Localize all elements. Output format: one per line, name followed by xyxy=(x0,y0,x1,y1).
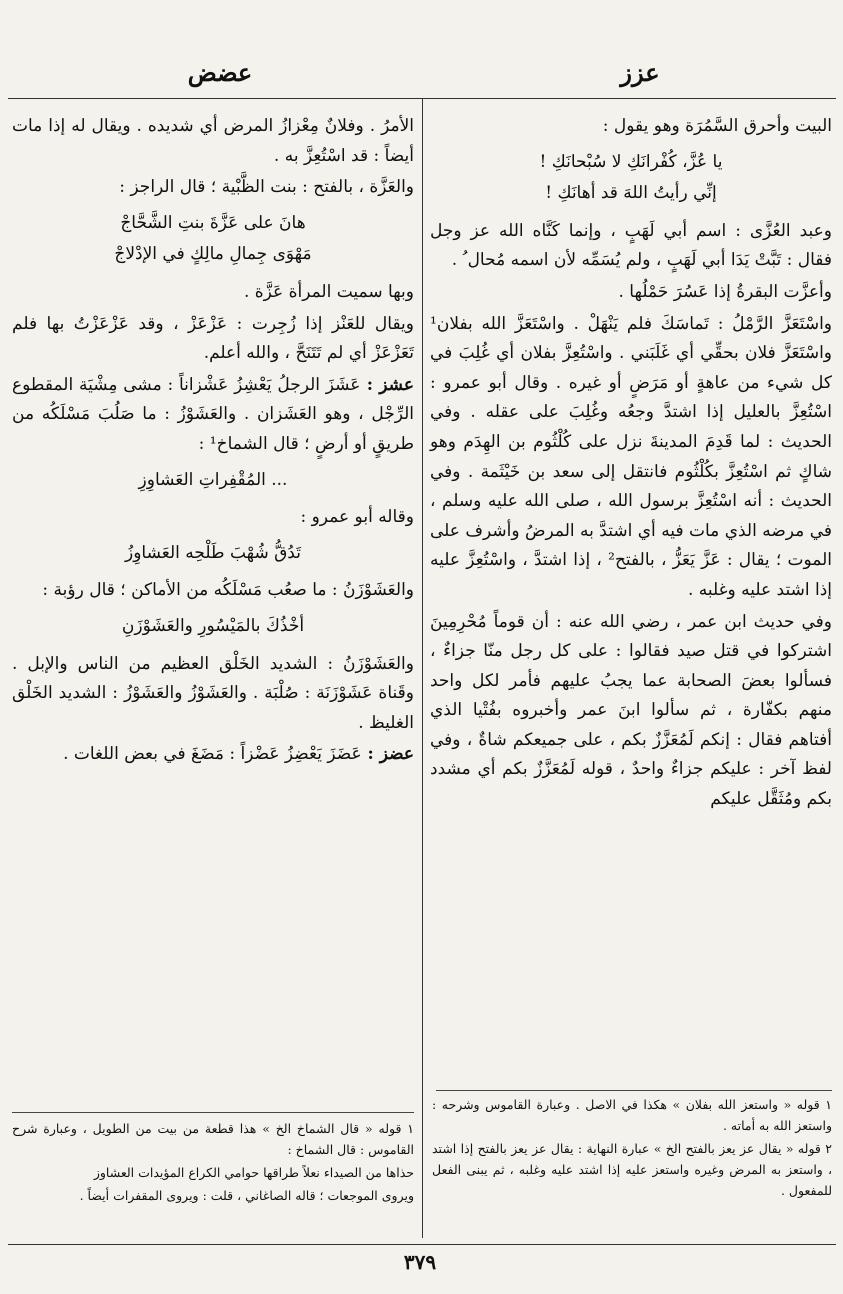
verse-line: إنِّي رأيتُ اللهَ قد أهانَكِ ! xyxy=(545,183,717,204)
verse-line: هانَ على عَزَّةَ بنتِ الشَّحَّاجْ xyxy=(120,212,306,233)
paragraph: وفي حديث ابن عمر ، رضي الله عنه : أن قوماً مُحْرِمِينَ اشتركوا في قتل صيد فقالوا : على كل رجل منّا جزاءٌ ، فسألوا بعضَ الصحابة عما يجبُ عليهم فأمر لكل واحد منهم بكفّارة ، ثم سألوا ابنَ عمر وأخبروه بفُتْيا الذي أفتاهم فقال : إنكم لَمُعَزَّزٌ بكم ، على جميعكم شاةٌ ، وفي لفظ آخر : عليكم جزاءٌ واحدٌ ، قوله لَمُعَزَّزٌ بكم أي مشدد بكم ومُثَقَّل عليكم xyxy=(430,611,832,810)
entry-text: عَشَزَ الرجلُ يَعْشِزُ عَشْزاناً : مشى مِشْيَة المقطوع الرِّجْل ، وهو العَشَزان . والعَشَوْزُ : ما صَلُبَ مَسْلَكُه من طريقٍ أو أرضٍ ؛ قال الشماخ¹ : xyxy=(12,374,414,454)
paragraph: البيت وأحرق السَّمُرَة وهو يقول : xyxy=(602,116,832,136)
entry-headword: عضز : xyxy=(361,744,414,765)
entry-paragraph xyxy=(12,740,414,770)
entry-paragraph xyxy=(12,371,414,460)
paragraph: وأعزَّت البقرةُ إذا عَسُرَ حَمْلُها . xyxy=(618,281,832,302)
footnote: ويروى الموجعات ؛ قاله الصاغاني ، قلت : ويروى المقفرات أيضاً . xyxy=(79,1188,414,1203)
bottom-rule xyxy=(8,1244,836,1245)
verse-line: ... المُقْفِراتِ العَشاوِزِ xyxy=(138,469,288,490)
paragraph: والعَشَوْزَنُ : ما صعُب مَسْلَكُه من الأماكن ؛ قال رؤبة : xyxy=(42,580,414,601)
verse-block xyxy=(12,209,414,270)
paragraph: والعَزَّة ، بالفتح : بنت الظَّبْية ؛ قال الراجز : xyxy=(119,177,414,198)
header-root-left: عضض xyxy=(187,58,253,87)
page-number: ٣٧٩ xyxy=(403,1250,437,1274)
column-separator xyxy=(422,98,423,1238)
footnote: ٢ قوله « يقال عز يعز بالفتح الخ » عبارة النهاية : يقال عز يعز بالفتح إذا اشتد ، واستعز به المرض وغيره واستعز عليه إذا اشتد عليه وغلبه ، ثم يبنى الفعل للمفعول . xyxy=(432,1141,832,1198)
footnotes-left xyxy=(12,1118,414,1208)
verse-line: يا عُزَّ، كُفْرانَكِ لا سُبْحانَكِ ! xyxy=(539,151,723,172)
verse-line: أخْذُكَ بالمَيْسُورِ والعَشَوْزَنِ xyxy=(121,615,305,636)
verse-line: مَهْوَى جِمالِ مالِكٍ في الإدْلاجْ xyxy=(114,244,312,265)
verse-block xyxy=(12,466,414,496)
entry-headword: عشز : xyxy=(360,374,414,395)
verse-block xyxy=(12,539,414,569)
footnote-rule-right xyxy=(436,1090,832,1091)
footnote-rule-left xyxy=(12,1112,414,1113)
header-root-right: عزز xyxy=(620,58,660,87)
footnote: ١ قوله « قال الشماخ الخ » هذا قطعة من بيت من الطويل ، وعبارة شرح القاموس : قال الشماخ : xyxy=(12,1121,414,1157)
verse-block xyxy=(430,148,832,209)
paragraph: وقاله أبو عمرو : xyxy=(300,507,414,528)
entry-text: عَضَزَ يَعْضِزُ عَضْزاً : مَضَغَ في بعض اللغات . xyxy=(63,744,362,765)
paragraph: واسْتَعَزَّ الرَّمْلُ : تَماسَكَ فلم يَنْهَلْ . واسْتَعَزَّ الله بفلان¹ واسْتَعَزَّ فلان بحقِّي أي غَلَبَني . واسْتُعِزَّ بفلان أي غُلِبَ في كل شيء من عاهةٍ أو مَرَضٍ أو غيره . وقال أبو عمرو : اسْتُعِزَّ بالعليل إذا اشتدَّ وجعُه وغُلِبَ على عقله . وفي الحديث : لما قَدِمَ المدينةَ نزل على كُلْثُوم بن الهِدَم وهو شاكٍ ثم اسْتُعِزَّ بكُلْثُوم فانتقل إلى سعد بن خَيْثَمة . وفي الحديث : أنه اسْتُعِزَّ برسول الله ، صلى الله عليه وسلم ، في مرضه الذي مات فيه أي اشتدَّ به المرضُ وأشرف على الموت ؛ يقال : عَزَّ يَعَزُّ ، بالفتح² ، إذا اشتدَّ ، واسْتُعِزَّ عليه إذا اشتد عليه وغلبه . xyxy=(430,313,832,600)
verse-block xyxy=(12,612,414,642)
footnotes-right xyxy=(432,1094,832,1203)
verse-line: تَدُقُّ شُهْبَ طَلْحِه العَشاوِزُ xyxy=(125,542,301,563)
paragraph: الأمرُ . وفلانٌ مِعْزازُ المرض أي شديده . ويقال له إذا مات أيضاً : قد اسْتُعِزَّ به . xyxy=(12,116,414,166)
left-column xyxy=(12,112,414,772)
paragraph: وبها سميت المرأة عَزَّة . xyxy=(243,281,414,302)
footnote: حذاها من الصيداء نعلاً طراقها حوامي الكراع المؤيدات العشاوز xyxy=(93,1165,414,1180)
right-column xyxy=(430,112,832,817)
footnote: ١ قوله « واستعز الله بفلان » هكذا في الاصل . وعبارة القاموس وشرحه : واستعز الله به أماته . xyxy=(432,1097,832,1133)
paragraph: وعبد العُزَّى : اسم أبي لَهَبٍ ، وإنما كَنَّاه الله عز وجل فقال : تَبَّتْ يَدَا أبي لَهَبٍ ، ولم يُسَمِّه لأن اسمه مُحال ُ . xyxy=(430,220,832,271)
paragraph: ويقال للعَنْز إذا زُجِرت : عَزْعَزْ ، وقد عَزْعَزْتُ بها فلم تَعَزْعَزْ أي لم تَتَنَحَّ ، والله أعلم. xyxy=(12,313,414,364)
paragraph: والعَشَوْزَنُ : الشديد الخَلْق العظيم من الناس والإبل . وقَناة عَشَوْزَنَة : صُلْبَة . والعَشَوْزُ والعَشَوْزُ : الشديد الخَلْق الغليظ . xyxy=(12,653,414,733)
